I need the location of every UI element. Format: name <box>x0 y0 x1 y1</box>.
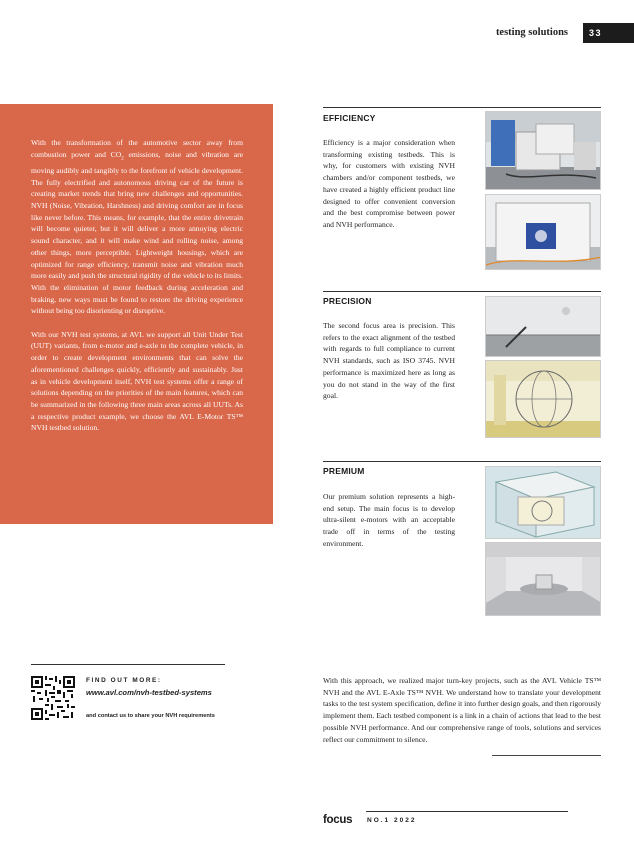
precision-heading: PRECISION <box>323 296 372 306</box>
premium-heading: PREMIUM <box>323 466 365 476</box>
issue-label: NO.1 2022 <box>367 817 417 824</box>
nvh-testbed-link[interactable]: www.avl.com/nvh-testbed-systems <box>86 688 212 697</box>
footer-rule <box>366 811 568 812</box>
premium-rule <box>323 461 601 462</box>
efficiency-photo-testbed <box>485 111 601 190</box>
efficiency-body: Efficiency is a major consideration when transforming existing testbeds. This is why, for customers with existing NVH chambers and/or component testbeds, we have created a highly efficient product line designed to offer convenient conversion and the best compromise between power and NVH performance. <box>323 138 455 229</box>
premium-photo-anechoic-render <box>485 466 601 539</box>
find-out-rule <box>31 664 225 665</box>
intro-paragraph-1: With the transformation of the automotive sector away from combustion power and $CO_2$ emissions, noise and vibration are moving audibly and tangibly to the forefront of vehicle development. The fully electrified and autonomous driving car of the future is creating market trends that bring new challenges and opportunities. NVH (Noise, Vibration, Harshness) and driving comfort are in focus like never before. This means, for example, that the entire drivetrain will become quieter, but it will deliver a more annoying electric sound character, and it will make wind and rolling noise, among other things, more perceptible. Lightweight housings, which are optimized for range efficiency, transmit noise and vibration much more easily and push the structural rigidity of the vehicle to its limits. With the elimination of motor feedback during acceleration and braking, new ways must be found to restore the driving experience without being too disorienting or disruptive. <box>31 138 244 316</box>
precision-body: The second focus area is precision. This refers to the exact alignment of the testbed with regards to full compliance to current NVH standards, such as ISO 3745. NVH performance is maximized here as long as you do not stand in the way of the first goal. <box>323 321 455 401</box>
closing-end-rule <box>492 755 601 756</box>
precision-photo-microphone <box>485 296 601 357</box>
premium-photo-chamber-interior <box>485 542 601 616</box>
intro-paragraph-2: With our NVH test systems, at AVL we support all Unit Under Test (UUT) variants, from e-motor and e-axle to the complete vehicle, in order to create development environments that can solve the aforementioned challenges quickly, efficiently and sustainably. Just as in vehicle development itself, NVH test systems offer a range of solutions depending on the priorities of the main features, which can be summarized in the following three main areas across all UUTs. As a respective product example, we choose the AVL E-Motor TS™ NVH testbed solution. <box>31 329 243 433</box>
efficiency-rule <box>323 107 601 108</box>
page-number-badge: 33 <box>583 23 634 43</box>
contact-note: and contact us to share your NVH requirements <box>86 713 215 719</box>
closing-paragraph: With this approach, we realized major turn-key projects, such as the AVL Vehicle TS™ NVH and the AVL E-Axle TS™ NVH. We understand how to translate your development tasks to the test system specification, define it into further design goals, and then rigorously implement them. Each testbed component is a link in a chain of actions that lead to the best possible NVH performance. And our comprehensive range of tools, solutions and services reflect our commitment to silence. <box>323 676 601 744</box>
efficiency-heading: EFFICIENCY <box>323 113 376 123</box>
running-header-title: testing solutions <box>495 27 568 38</box>
intro-text <box>31 137 243 446</box>
qr-code-icon[interactable] <box>31 676 75 720</box>
precision-rule <box>323 291 601 292</box>
precision-photo-mic-array <box>485 360 601 438</box>
magazine-logo: focus <box>323 814 353 826</box>
find-out-more-label: FIND OUT MORE: <box>86 677 162 684</box>
efficiency-photo-chamber <box>485 194 601 270</box>
premium-body: Our premium solution represents a high-end setup. The main focus is to develop ultra-silent e-motors with an acceptable trade off in terms of the testing environment. <box>323 492 455 548</box>
